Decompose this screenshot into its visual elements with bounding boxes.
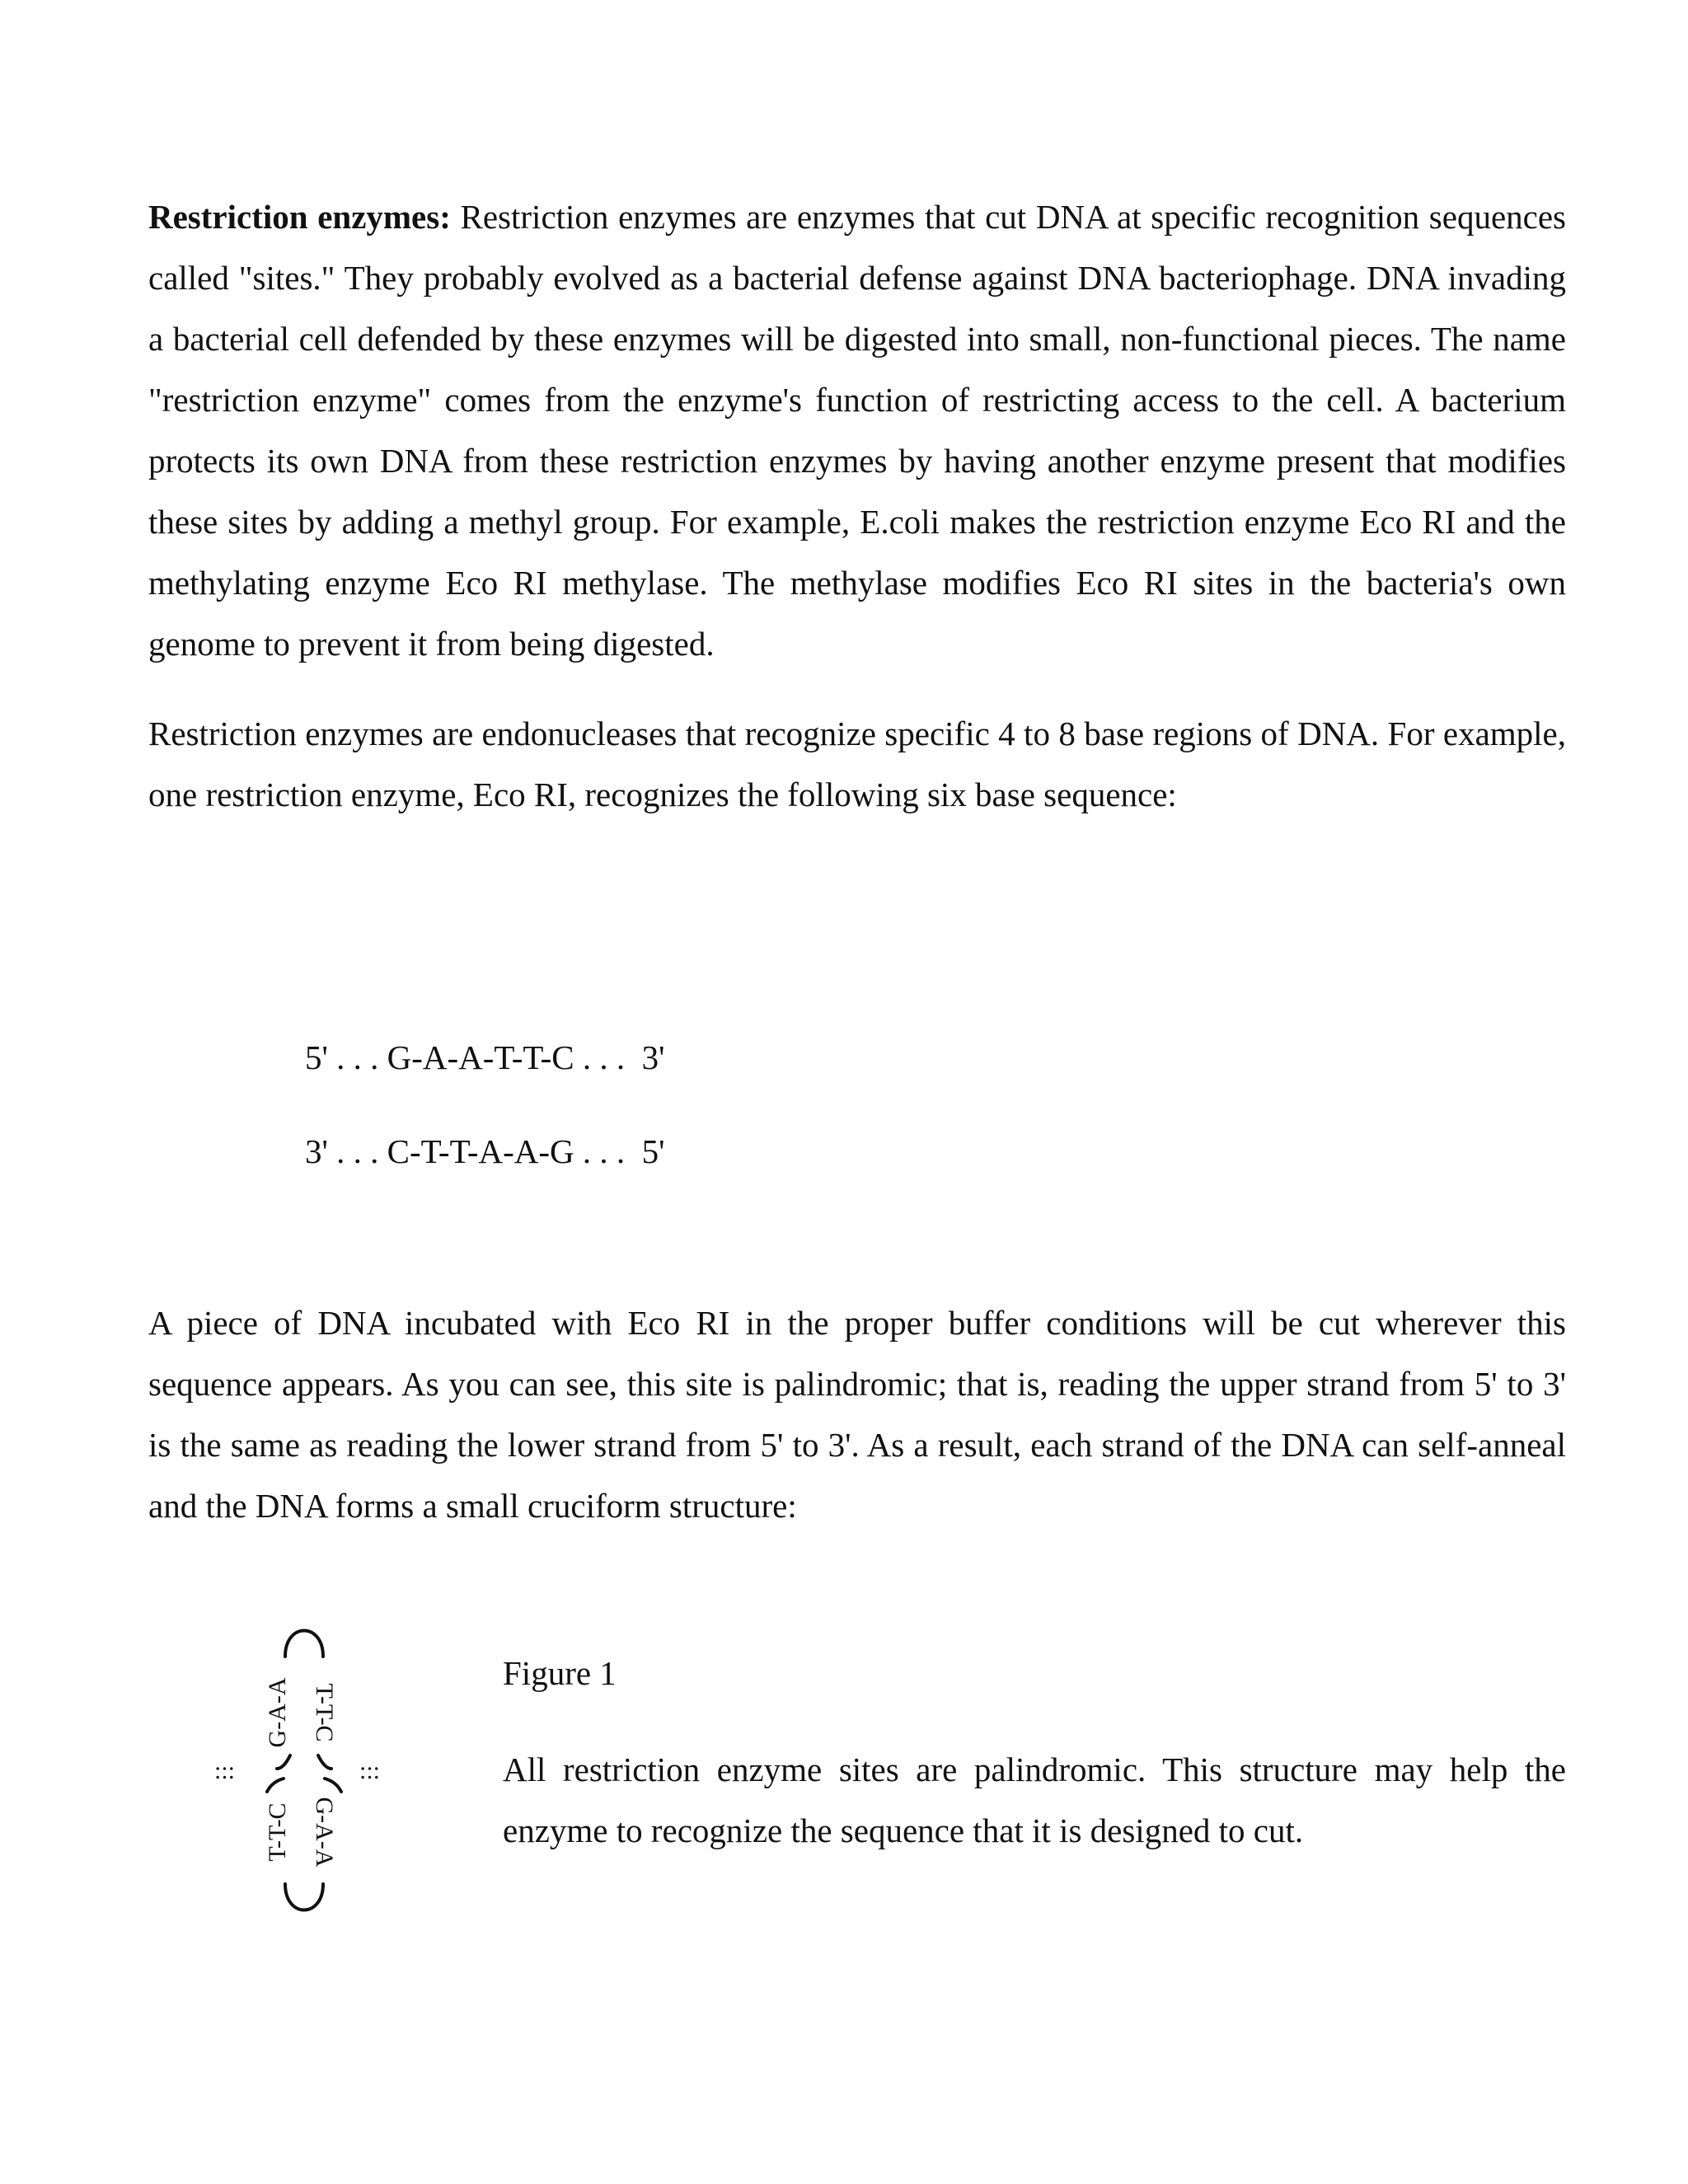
cruciform-bottom-loop — [285, 1884, 323, 1910]
cruciform-left-junction-upper — [277, 1755, 290, 1769]
cruciform-diagram — [198, 1605, 404, 1935]
cruciform-left-junction-lower — [267, 1779, 284, 1792]
sequence-top-strand: 5' . . . G-A-A-T-T-C . . . 3' — [305, 1038, 665, 1076]
cruciform-right-junction-lower — [325, 1779, 341, 1792]
paragraph-heading: Restriction enzymes: — [148, 198, 451, 236]
cruciform-top-loop — [285, 1631, 323, 1657]
paragraph-endonucleases: Restriction enzymes are endonucleases that recognize specific 4 to 8 base regions of DNA. For example, one restriction enzyme, Eco RI, recognizes the following six base sequence: — [148, 715, 1566, 813]
cruciform-right-dots: ::: — [359, 1757, 381, 1784]
paragraph-body: Restriction enzymes are enzymes that cut DNA at specific recognition sequences called "sites." They probably evolved as a bacterial defense against DNA bacteriophage. DNA invading a bacterial cell defended by these enzymes will be digested into small, non-functional pieces. The name "restriction enzyme" comes from the enzyme's function of restricting access to the cell. A bacterium protects its own DNA from these restriction enzymes by having another enzyme present that modifies these sites by adding a methyl group. For example, E.coli makes the restriction enzyme Eco RI and the methylating enzyme Eco RI methylase. The methylase modifies Eco RI sites in the bacteria's own genome to prevent it from being digested. — [148, 198, 1566, 663]
cruciform-left-lower-label: T-T-C — [264, 1802, 291, 1862]
cruciform-right-lower-label: G-A-A — [311, 1797, 338, 1868]
cruciform-right-upper-label: T-T-C — [311, 1683, 338, 1742]
cruciform-right-junction-upper — [318, 1755, 331, 1769]
cruciform-figure — [198, 1605, 404, 1935]
paragraph-palindromic: A piece of DNA incubated with Eco RI in the proper buffer conditions will be cut wherever this sequence appears. As you can see, this site is palindromic; that is, reading the upper strand from 5' to 3' is the same as reading the lower strand from 5' to 3'. As a result, each strand of the DNA can self-anneal and the DNA forms a small cruciform structure: — [148, 1304, 1566, 1525]
paragraph-restriction-enzymes — [148, 186, 1566, 674]
cruciform-left-dots: ::: — [214, 1757, 236, 1784]
cruciform-left-upper-label: G-A-A — [264, 1677, 291, 1748]
sequence-bottom-strand: 3' . . . C-T-T-A-A-G . . . 5' — [305, 1132, 665, 1170]
figure-caption-text: All restriction enzyme sites are palindromic. This structure may help the enzyme to recognize the sequence that it is designed to cut. — [503, 1750, 1566, 1849]
figure-caption-title: Figure 1 — [503, 1654, 617, 1692]
